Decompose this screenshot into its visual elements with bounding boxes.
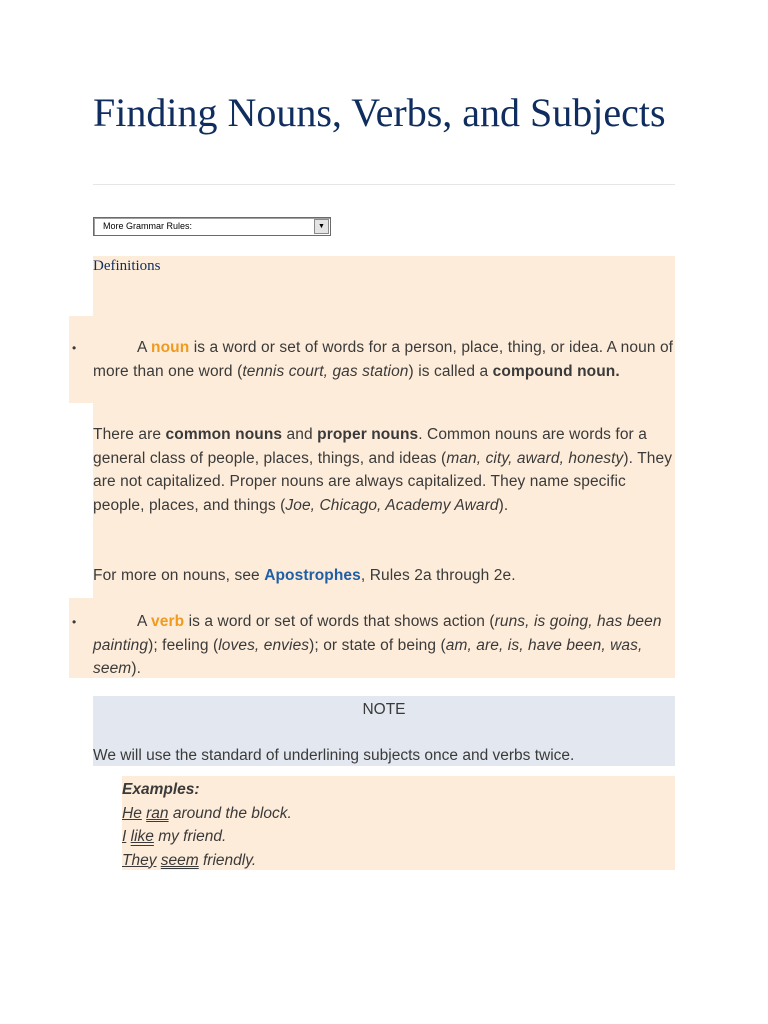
verb-definition: A verb is a word or set of words that shows action (runs, is going, has been painting); feeling (loves, envies); or state of being (am, are, is, have been, was, seem). xyxy=(93,613,662,677)
note-title: NOTE xyxy=(362,701,406,718)
chevron-down-icon[interactable]: ▼ xyxy=(314,219,329,234)
page-title: Finding Nouns, Verbs, and Subjects xyxy=(93,90,666,135)
noun-bullet: • xyxy=(72,341,77,355)
more-grammar-rules-dropdown[interactable] xyxy=(93,217,331,236)
examples-heading: Examples: xyxy=(122,781,200,798)
verb-term: verb xyxy=(151,613,185,630)
common-proper-paragraph: There are common nouns and proper nouns. Common nouns are words for a general class of people, places, things, and ideas (man, city, award, honesty). They are not capitalized. Proper nouns are always capitalized. They name specific people, places, and things (Joe, Chicago, Academy Award). xyxy=(93,426,673,514)
example-subject: They xyxy=(122,851,157,869)
example-verb: like xyxy=(130,828,154,845)
example-verb: ran xyxy=(146,804,169,822)
noun-term: noun xyxy=(151,339,190,356)
dropdown-selected-value: More Grammar Rules: xyxy=(103,221,193,231)
apostrophes-link[interactable]: Apostrophes xyxy=(264,567,361,584)
note-text: We will use the standard of underlining subjects once and verbs twice. xyxy=(93,747,575,764)
title-divider xyxy=(93,184,675,185)
example-sentence: He ran around the block. xyxy=(122,804,292,822)
examples-block xyxy=(122,778,292,872)
example-subject: I xyxy=(122,828,127,845)
example-sentence: I like my friend. xyxy=(122,828,227,845)
more-on-nouns-line: For more on nouns, see Apostrophes, Rules 2a through 2e. xyxy=(93,567,516,584)
definitions-heading: Definitions xyxy=(93,258,161,274)
noun-definition: A noun is a word or set of words for a person, place, thing, or idea. A noun of more than one word (tennis court, gas station) is called a compound noun. xyxy=(93,339,674,380)
example-subject: He xyxy=(122,804,142,822)
example-sentence: They seem friendly. xyxy=(122,851,257,869)
noun-example: tennis court, gas station xyxy=(242,362,409,380)
example-verb: seem xyxy=(160,851,199,869)
compound-noun-term: compound noun. xyxy=(492,362,620,380)
verb-bullet: • xyxy=(72,615,77,629)
